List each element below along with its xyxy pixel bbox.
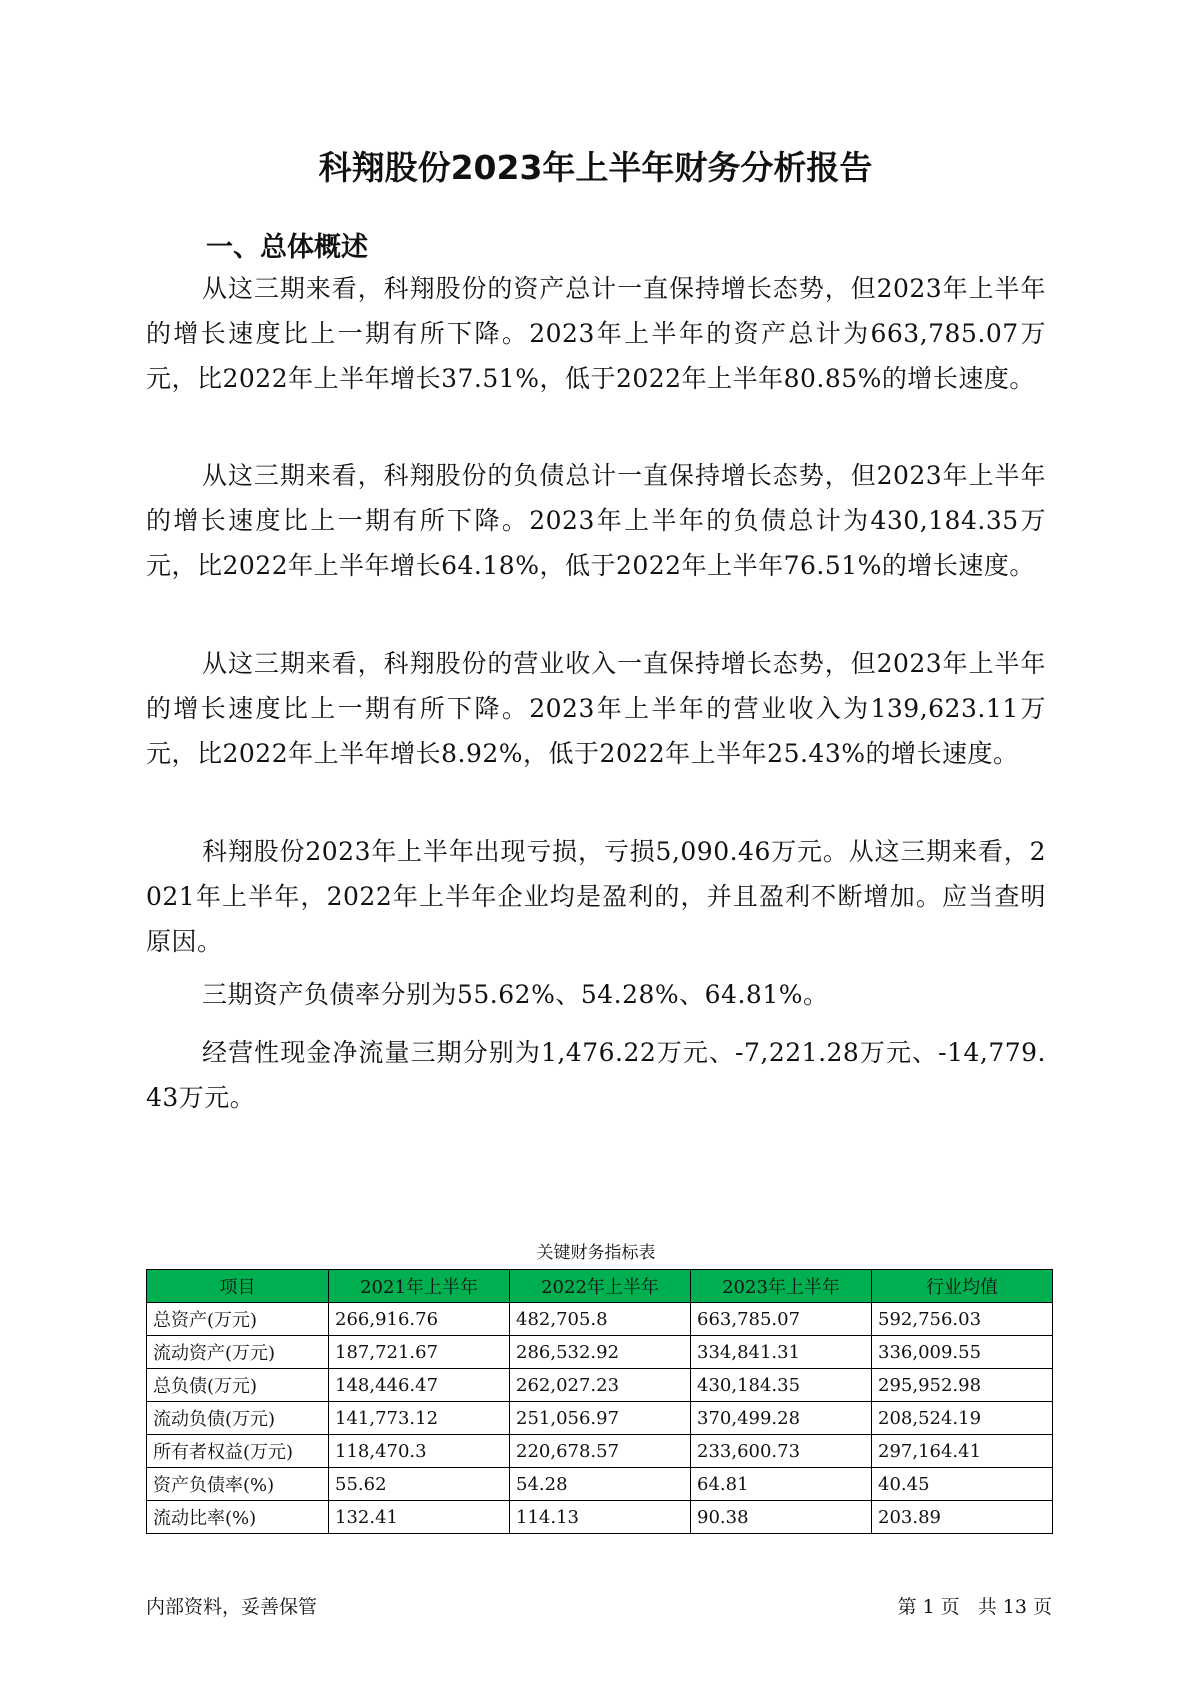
table-row xyxy=(147,1501,1053,1534)
table-cell: 55.62 xyxy=(329,1468,510,1501)
table-cell: 370,499.28 xyxy=(691,1402,872,1435)
table-cell: 220,678.57 xyxy=(510,1435,691,1468)
table-cell: 64.81 xyxy=(691,1468,872,1501)
table-cell: 141,773.12 xyxy=(329,1402,510,1435)
paragraph-revenue: 从这三期来看，科翔股份的营业收入一直保持增长态势，但2023年上半年的增长速度比上一期有所下降。2023年上半年的营业收入为139,623.11万元，比2022年上半年增长8.92%，低于2022年上半年25.43%的增长速度。 xyxy=(146,649,1046,768)
paragraph-debt-ratio: 三期资产负债率分别为55.62%、54.28%、64.81%。 xyxy=(202,980,829,1009)
table-cell: 286,532.92 xyxy=(510,1336,691,1369)
table-cell: 118,470.3 xyxy=(329,1435,510,1468)
table-cell: 663,785.07 xyxy=(691,1303,872,1336)
table-caption: 关键财务指标表 xyxy=(536,1243,656,1263)
table-cell: 203.89 xyxy=(872,1501,1053,1534)
table-cell: 40.45 xyxy=(872,1468,1053,1501)
column-header: 项目 xyxy=(147,1270,329,1303)
table-cell: 208,524.19 xyxy=(872,1402,1053,1435)
paragraph-liabilities: 从这三期来看，科翔股份的负债总计一直保持增长态势，但2023年上半年的增长速度比上一期有所下降。2023年上半年的负债总计为430,184.35万元，比2022年上半年增长64.18%，低于2022年上半年76.51%的增长速度。 xyxy=(146,461,1046,580)
paragraph-assets: 从这三期来看，科翔股份的资产总计一直保持增长态势，但2023年上半年的增长速度比上一期有所下降。2023年上半年的资产总计为663,785.07万元，比2022年上半年增长37.51%，低于2022年上半年80.85%的增长速度。 xyxy=(146,274,1046,393)
table-cell: 总资产(万元) xyxy=(147,1303,329,1336)
paragraph-cash-flow: 经营性现金净流量三期分别为1,476.22万元、-7,221.28万元、-14,779.43万元。 xyxy=(146,1038,1046,1112)
table-cell: 54.28 xyxy=(510,1468,691,1501)
table-header-row xyxy=(147,1270,1053,1303)
table-cell: 592,756.03 xyxy=(872,1303,1053,1336)
table-row xyxy=(147,1369,1053,1402)
table-row xyxy=(147,1468,1053,1501)
table-cell: 90.38 xyxy=(691,1501,872,1534)
table-cell: 流动资产(万元) xyxy=(147,1336,329,1369)
table-cell: 187,721.67 xyxy=(329,1336,510,1369)
table-cell: 262,027.23 xyxy=(510,1369,691,1402)
table-row xyxy=(147,1336,1053,1369)
column-header: 2022年上半年 xyxy=(510,1270,691,1303)
table-cell: 流动比率(%) xyxy=(147,1501,329,1534)
table-cell: 482,705.8 xyxy=(510,1303,691,1336)
table-cell: 114.13 xyxy=(510,1501,691,1534)
column-header: 2023年上半年 xyxy=(691,1270,872,1303)
table-cell: 336,009.55 xyxy=(872,1336,1053,1369)
document-title: 科翔股份2023年上半年财务分析报告 xyxy=(318,148,873,187)
table-cell: 334,841.31 xyxy=(691,1336,872,1369)
column-header: 2021年上半年 xyxy=(329,1270,510,1303)
table-cell: 233,600.73 xyxy=(691,1435,872,1468)
paragraph-loss: 科翔股份2023年上半年出现亏损，亏损5,090.46万元。从这三期来看，2021年上半年，2022年上半年企业均是盈利的，并且盈利不断增加。应当查明原因。 xyxy=(146,837,1046,956)
page-number-text: 第 1 页 共 13 页 xyxy=(897,1596,1052,1618)
table-cell: 251,056.97 xyxy=(510,1402,691,1435)
table-row xyxy=(147,1402,1053,1435)
key-financial-table xyxy=(146,1269,1053,1534)
table-cell: 148,446.47 xyxy=(329,1369,510,1402)
column-header: 行业均值 xyxy=(872,1270,1053,1303)
section-heading-overview: 一、总体概述 xyxy=(206,232,368,263)
table-cell: 295,952.98 xyxy=(872,1369,1053,1402)
table-cell: 流动负债(万元) xyxy=(147,1402,329,1435)
table-cell: 297,164.41 xyxy=(872,1435,1053,1468)
footer-confidential-note: 内部资料，妥善保管 xyxy=(146,1596,318,1618)
table-row xyxy=(147,1435,1053,1468)
table-cell: 总负债(万元) xyxy=(147,1369,329,1402)
table-cell: 所有者权益(万元) xyxy=(147,1435,329,1468)
table-cell: 430,184.35 xyxy=(691,1369,872,1402)
table-cell: 266,916.76 xyxy=(329,1303,510,1336)
table-cell: 资产负债率(%) xyxy=(147,1468,329,1501)
page-number xyxy=(897,1594,1052,1620)
table-row xyxy=(147,1303,1053,1336)
table-cell: 132.41 xyxy=(329,1501,510,1534)
